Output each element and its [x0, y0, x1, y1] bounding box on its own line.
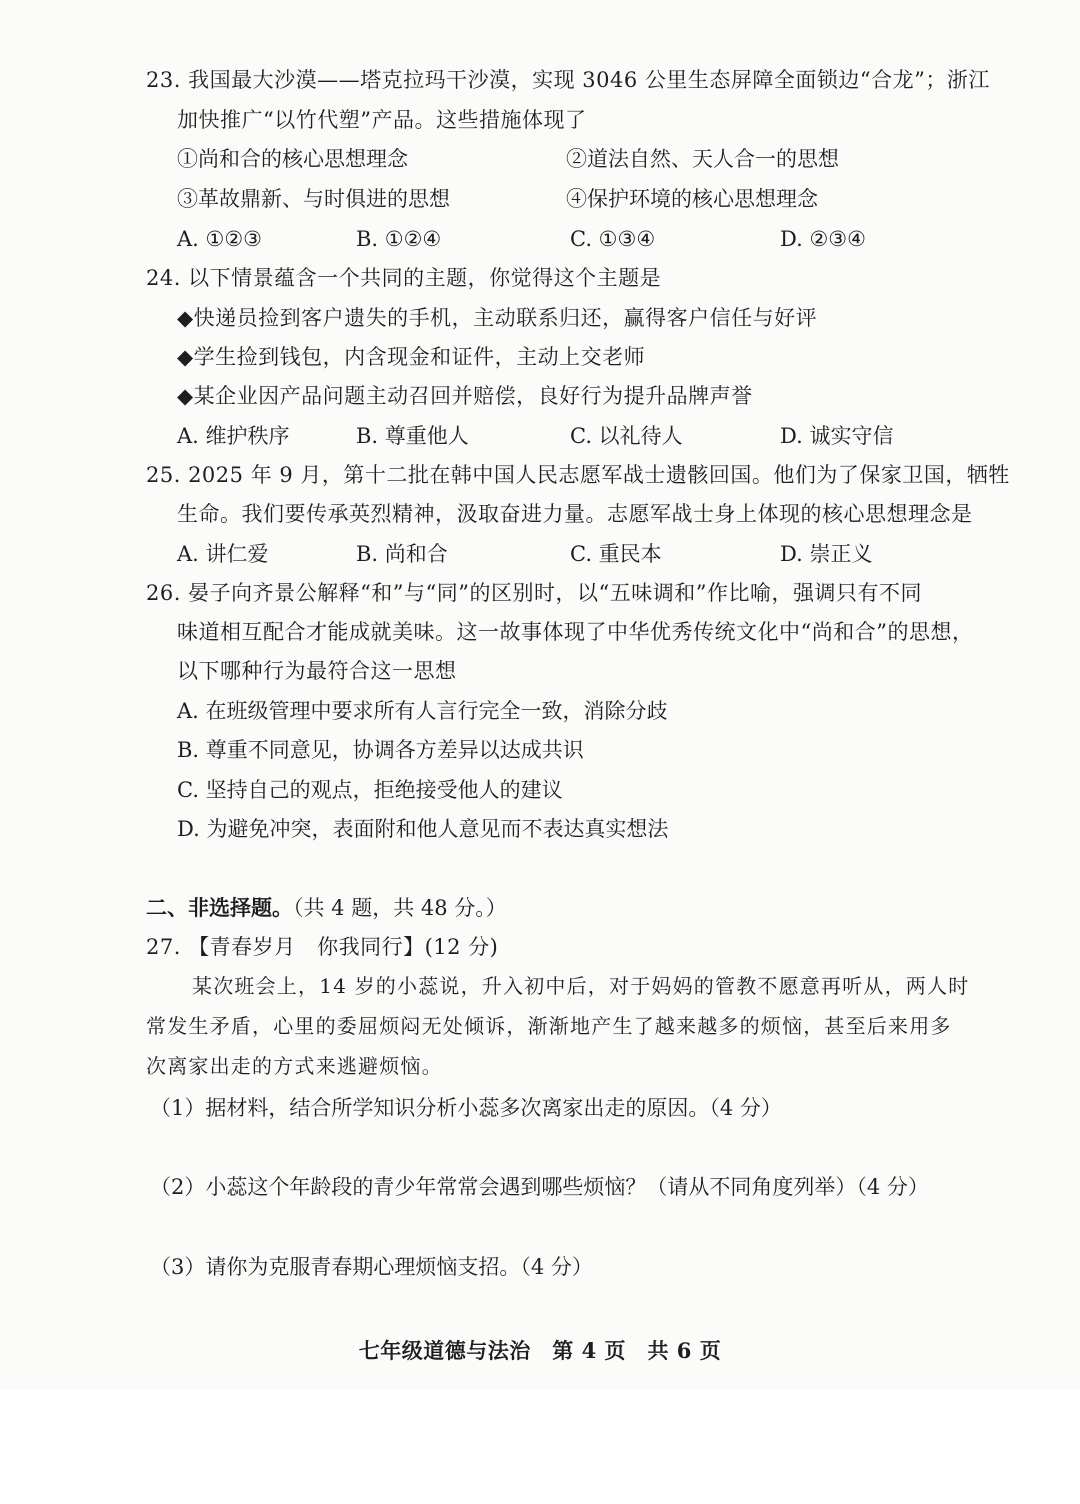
- q23-item-2: ②道法自然、天人合一的思想: [566, 147, 839, 171]
- section-2-note: （共 4 题，共 48 分。）: [293, 896, 507, 920]
- section-2-title: 二、非选择题。: [146, 895, 293, 920]
- q26-option-c: C. 坚持自己的观点，拒绝接受他人的建议: [177, 778, 563, 802]
- section-2-heading: [146, 894, 507, 922]
- q27-sub-question-1: （1）据材料，结合所学知识分析小蕊多次离家出走的原因。（4 分）: [150, 1096, 782, 1120]
- q24-option-a: A. 维护秩序: [177, 424, 290, 448]
- q24-scene-1: ◆快递员捡到客户遗失的手机，主动联系归还，赢得客户信任与好评: [177, 306, 818, 330]
- q24-option-b: B. 尊重他人: [356, 424, 469, 448]
- q23-item-3: ③革故鼎新、与时俱进的思想: [177, 187, 450, 211]
- q25-option-b: B. 尚和合: [356, 542, 448, 566]
- q23-option-d: D. ②③④: [780, 227, 866, 251]
- q23-stem-line2: 加快推广“以竹代塑”产品。这些措施体现了: [177, 108, 587, 132]
- q27-sub-question-2: （2）小蕊这个年龄段的青少年常常会遇到哪些烦恼？（请从不同角度列举）（4 分）: [150, 1175, 929, 1199]
- q25-option-d: D. 崇正义: [780, 542, 873, 566]
- q27-material-line2: 常发生矛盾，心里的委屈烦闷无处倾诉，渐渐地产生了越来越多的烦恼，甚至后来用多: [146, 1014, 952, 1038]
- q24-scene-3: ◆某企业因产品问题主动召回并赔偿，良好行为提升品牌声誉: [177, 384, 753, 408]
- q27-sub-question-3: （3）请你为克服青春期心理烦恼支招。（4 分）: [150, 1255, 593, 1279]
- q23-option-c: C. ①③④: [570, 227, 656, 251]
- q25-option-a: A. 讲仁爱: [177, 542, 269, 566]
- q27-heading: 27. 【青春岁月 你我同行】(12 分): [146, 935, 499, 959]
- q26-option-a: A. 在班级管理中要求所有人言行完全一致，消除分歧: [177, 699, 668, 723]
- q27-material-line3: 次离家出走的方式来逃避烦恼。: [146, 1054, 443, 1078]
- q25-stem-line2: 生命。我们要传承英烈精神，汲取奋进力量。志愿军战士身上体现的核心思想理念是: [177, 502, 973, 526]
- q25-stem-line1: 25. 2025 年 9 月，第十二批在韩中国人民志愿军战士遗骸回国。他们为了保家卫国，牺牲: [146, 463, 1010, 487]
- q24-option-d: D. 诚实守信: [780, 424, 894, 448]
- q25-option-c: C. 重民本: [570, 542, 662, 566]
- q23-option-a: A. ①②③: [177, 227, 262, 251]
- q26-option-d: D. 为避免冲突，表面附和他人意见而不表达真实想法: [177, 817, 669, 841]
- q24-option-c: C. 以礼待人: [570, 424, 683, 448]
- page-footer: 七年级道德与法治 第 4 页 共 6 页: [358, 1338, 722, 1363]
- q27-material-line1: 某次班会上，14 岁的小蕊说，升入初中后，对于妈妈的管教不愿意再听从，两人时: [192, 974, 970, 998]
- q26-stem-line1: 26. 晏子向齐景公解释“和”与“同”的区别时，以“五味调和”作比喻，强调只有不同: [146, 581, 922, 605]
- q24-stem: 24. 以下情景蕴含一个共同的主题，你觉得这个主题是: [146, 266, 662, 290]
- q23-item-1: ①尚和合的核心思想理念: [177, 147, 408, 171]
- q23-stem-line1: 23. 我国最大沙漠——塔克拉玛干沙漠，实现 3046 公里生态屏障全面锁边“合龙”；浙江: [146, 68, 990, 92]
- q26-option-b: B. 尊重不同意见，协调各方差异以达成共识: [177, 738, 584, 762]
- q26-stem-line3: 以下哪种行为最符合这一思想: [177, 659, 457, 683]
- q23-item-4: ④保护环境的核心思想理念: [566, 187, 818, 211]
- q23-option-b: B. ①②④: [356, 227, 442, 251]
- q26-stem-line2: 味道相互配合才能成就美味。这一故事体现了中华优秀传统文化中“尚和合”的思想，: [177, 620, 974, 644]
- q24-scene-2: ◆学生捡到钱包，内含现金和证件，主动上交老师: [177, 345, 646, 369]
